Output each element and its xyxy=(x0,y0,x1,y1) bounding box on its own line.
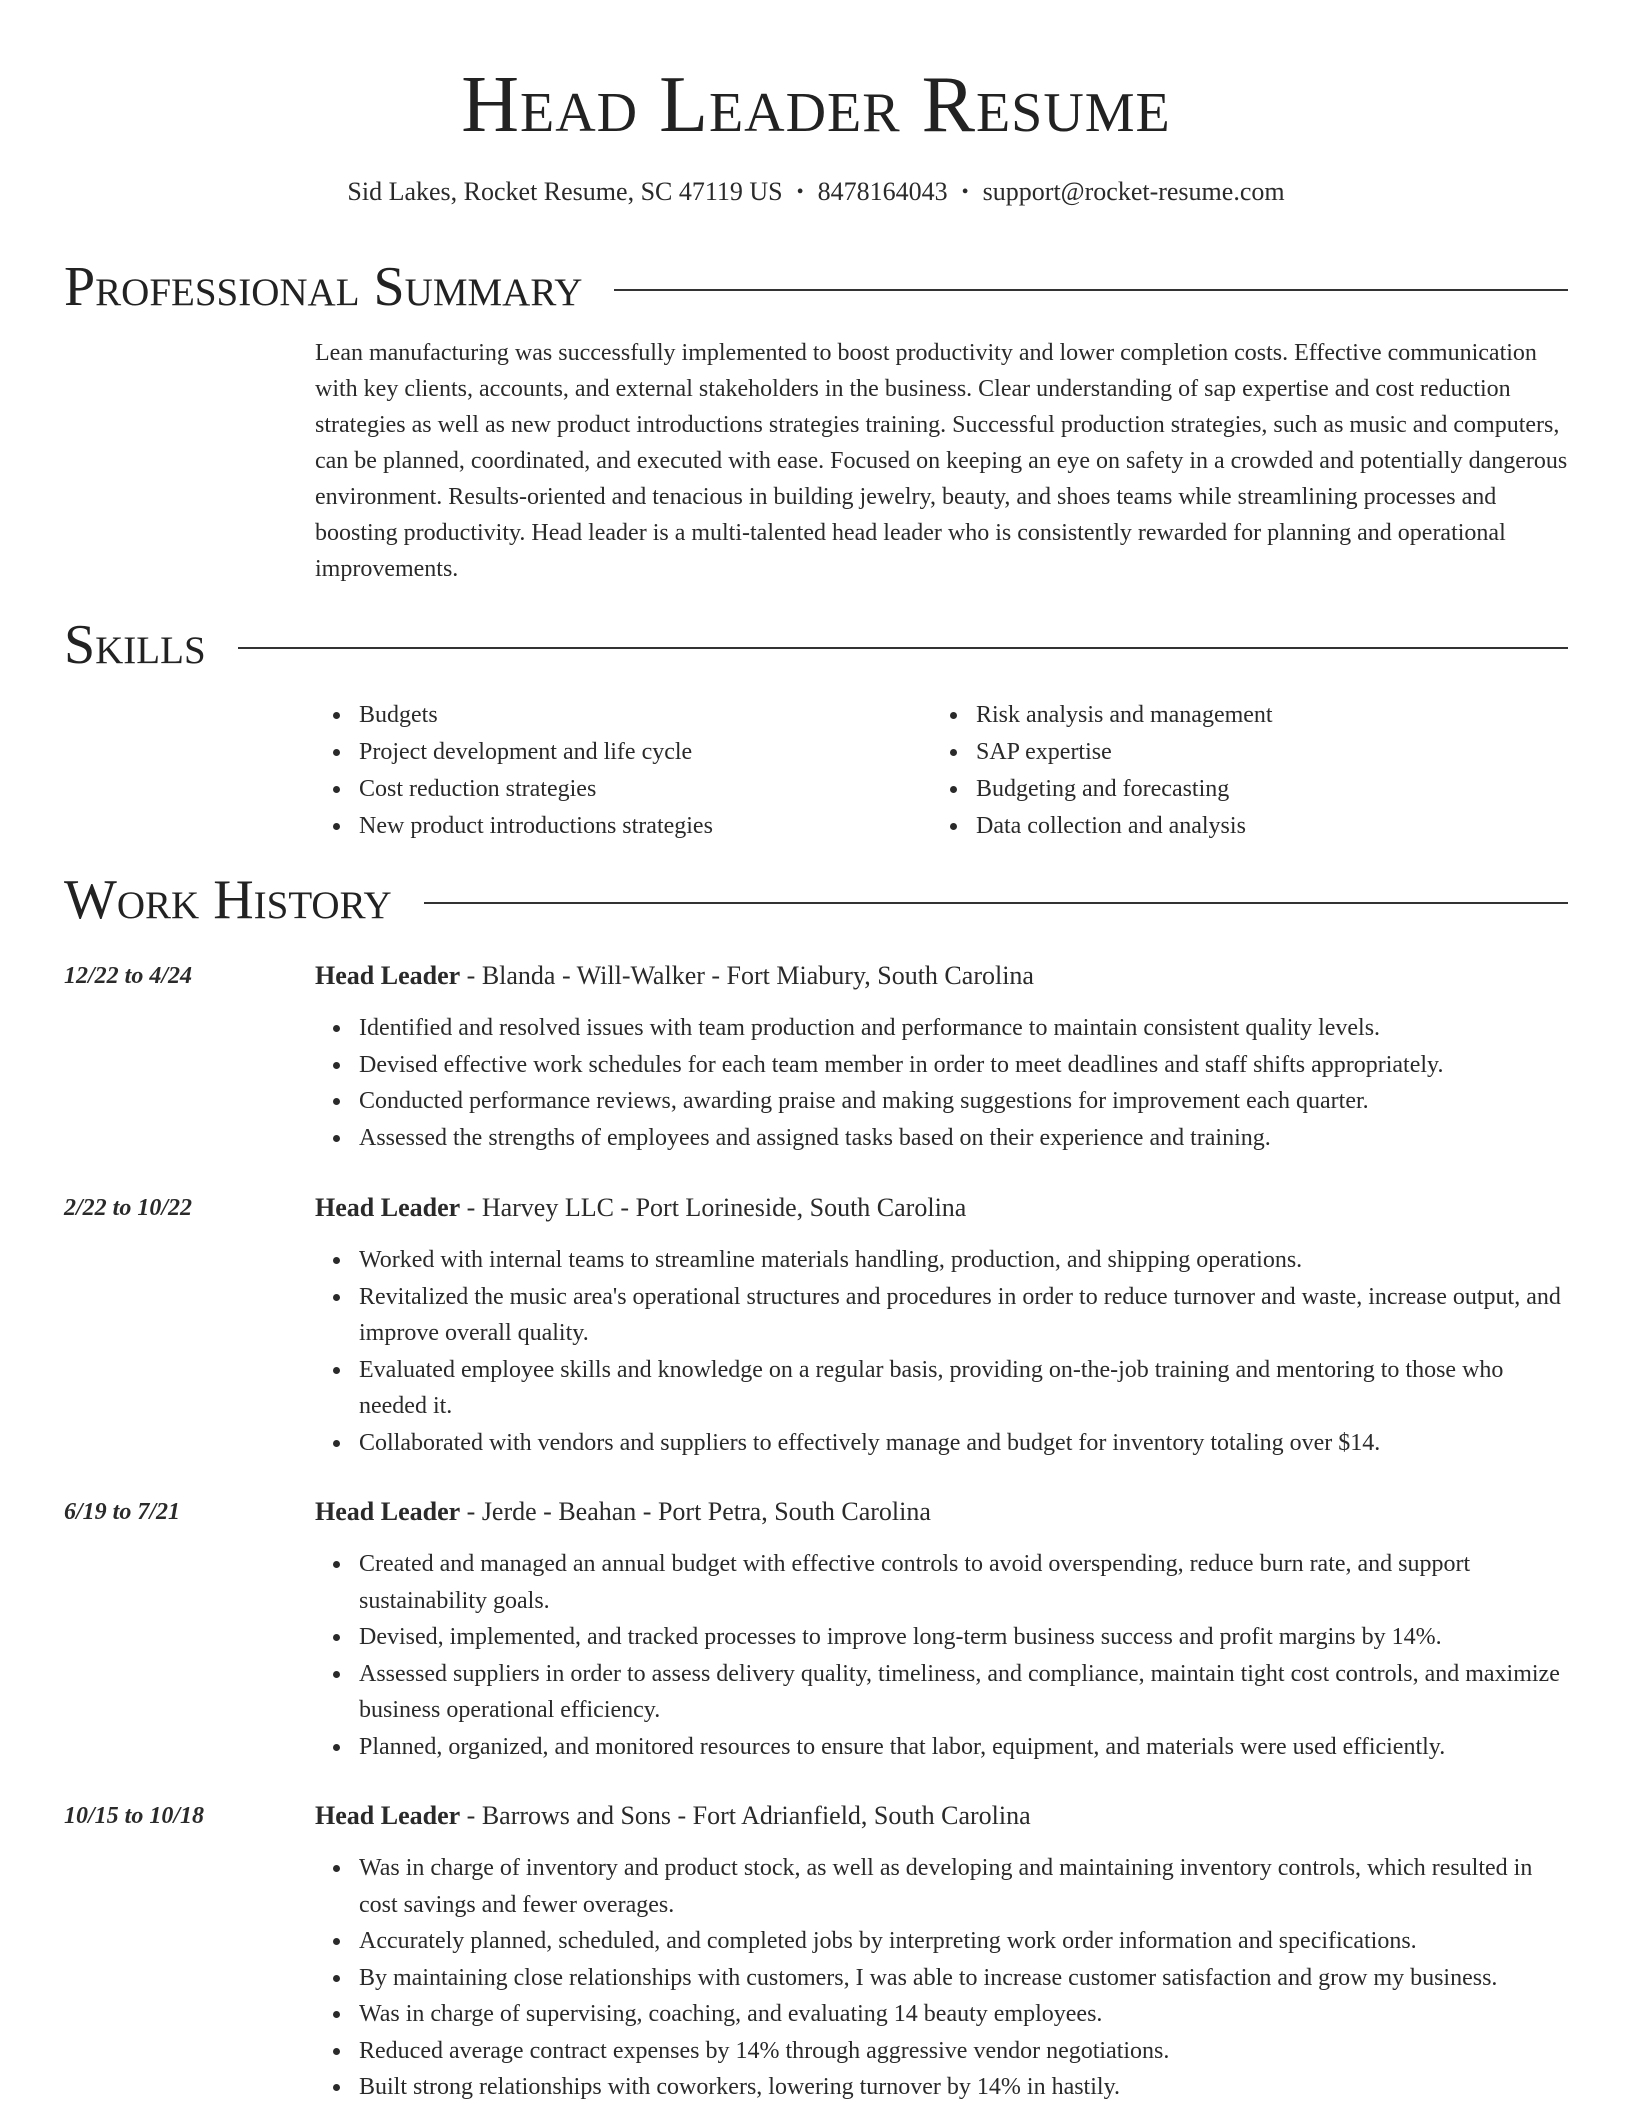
contact-separator: • xyxy=(961,181,969,203)
job-dates: 6/19 to 7/21 xyxy=(64,1499,181,1525)
job-bullet: Accurately planned, scheduled, and completed jobs by interpreting work order information and specifications. xyxy=(315,1923,1568,1960)
job-bullet: Devised, implemented, and tracked processes to improve long-term business success and profit margins by 14%. xyxy=(315,1619,1568,1656)
job-bullet: Conducted performance reviews, awarding praise and making suggestions for improvement each quarter. xyxy=(315,1083,1568,1120)
section-divider xyxy=(614,289,1568,291)
skill-item: Budgets xyxy=(315,697,932,734)
job-bullet: Devised effective work schedules for each team member in order to meet deadlines and staff shifts appropriately. xyxy=(315,1047,1568,1084)
job-bullet: Revitalized the music area's operational structures and procedures in order to reduce turnover and waste, increase output, and improve overall quality. xyxy=(315,1279,1568,1352)
job-details: - Jerde - Beahan - Port Petra, South Carolina xyxy=(460,1497,931,1526)
job-bullet: Collaborated with vendors and suppliers to effectively manage and budget for inventory totaling over $14. xyxy=(315,1425,1568,1462)
contact-email: support@rocket-resume.com xyxy=(982,177,1285,206)
section-divider xyxy=(424,902,1568,904)
job-bullet: Was in charge of supervising, coaching, and evaluating 14 beauty employees. xyxy=(315,1996,1568,2033)
job-title: Head Leader xyxy=(315,961,461,990)
skill-item: Budgeting and forecasting xyxy=(932,771,1549,808)
contact-address: Sid Lakes, Rocket Resume, SC 47119 US xyxy=(347,177,783,206)
skills-section-header xyxy=(64,613,1568,677)
skill-item: Project development and life cycle xyxy=(315,734,932,771)
job-bullet: Assessed the strengths of employees and assigned tasks based on their experience and training. xyxy=(315,1120,1568,1157)
job-details: - Blanda - Will-Walker - Fort Miabury, South Carolina xyxy=(460,961,1034,990)
job-dates: 2/22 to 10/22 xyxy=(64,1195,193,1221)
job-title: Head Leader xyxy=(315,1193,461,1222)
skill-item: Cost reduction strategies xyxy=(315,771,932,808)
work-section-header xyxy=(64,868,1568,932)
job-details: - Harvey LLC - Port Lorineside, South Carolina xyxy=(460,1193,967,1222)
job-bullets xyxy=(315,1242,1568,1461)
job-bullet: Evaluated employee skills and knowledge on a regular basis, providing on-the-job training and mentoring to those who needed it. xyxy=(315,1352,1568,1425)
skill-item: SAP expertise xyxy=(932,734,1549,771)
resume-title: Head Leader Resume xyxy=(461,61,1171,149)
contact-separator: • xyxy=(796,181,804,203)
job-bullet: Identified and resolved issues with team production and performance to maintain consistent quality levels. xyxy=(315,1010,1568,1047)
contact-phone: 8478164043 xyxy=(817,177,948,206)
skills-column-right xyxy=(932,697,1549,845)
summary-text: Lean manufacturing was successfully implemented to boost productivity and lower completion costs. Effective communication with key clients, accounts, and external stakeholders in the business. Clear understanding of sap expertise and cost reduction strategies as well as new product introductions strategies training. Successful production strategies, such as music and computers, can be planned, coordinated, and executed with ease. Focused on keeping an eye on safety in a crowded and potentially dangerous environment. Results-oriented and tenacious in building jewelry, beauty, and shoes teams while streamlining processes and boosting productivity. Head leader is a multi-talented head leader who is consistently rewarded for planning and operational improvements. xyxy=(315,340,1568,582)
job-heading xyxy=(315,958,1034,994)
summary-section-header xyxy=(64,255,1568,319)
section-divider xyxy=(238,647,1568,649)
job-bullet: By maintaining close relationships with customers, I was able to increase customer satisfaction and grow my business. xyxy=(315,1960,1568,1997)
skill-item: Data collection and analysis xyxy=(932,808,1549,845)
skills-column-left xyxy=(315,697,932,845)
job-bullets xyxy=(315,1850,1568,2106)
job-heading xyxy=(315,1798,1031,1834)
skills-list xyxy=(315,697,1568,845)
job-heading xyxy=(315,1190,966,1226)
job-bullet: Created and managed an annual budget with effective controls to avoid overspending, reduce burn rate, and support sustainability goals. xyxy=(315,1546,1568,1619)
job-bullet: Planned, organized, and monitored resources to ensure that labor, equipment, and materials were used efficiently. xyxy=(315,1729,1568,1766)
job-bullet: Reduced average contract expenses by 14% through aggressive vendor negotiations. xyxy=(315,2033,1568,2070)
job-dates: 12/22 to 4/24 xyxy=(64,963,193,989)
skill-item: New product introductions strategies xyxy=(315,808,932,845)
job-bullets xyxy=(315,1010,1568,1156)
job-bullet: Assessed suppliers in order to assess delivery quality, timeliness, and compliance, maintain tight cost controls, and maximize business operational efficiency. xyxy=(315,1656,1568,1729)
skill-item: Risk analysis and management xyxy=(932,697,1549,734)
summary-heading: Professional Summary xyxy=(64,256,583,318)
job-bullet: Was in charge of inventory and product stock, as well as developing and maintaining inventory controls, which resulted in cost savings and fewer overages. xyxy=(315,1850,1568,1923)
skills-heading: Skills xyxy=(64,614,206,676)
job-details: - Barrows and Sons - Fort Adrianfield, South Carolina xyxy=(460,1801,1031,1830)
job-heading xyxy=(315,1494,931,1530)
job-dates: 10/15 to 10/18 xyxy=(64,1803,205,1829)
job-title: Head Leader xyxy=(315,1801,461,1830)
job-bullets xyxy=(315,1546,1568,1765)
job-bullet: Worked with internal teams to streamline materials handling, production, and shipping operations. xyxy=(315,1242,1568,1279)
contact-line xyxy=(64,176,1568,210)
job-title: Head Leader xyxy=(315,1497,461,1526)
job-bullet: Built strong relationships with coworkers, lowering turnover by 14% in hastily. xyxy=(315,2069,1568,2106)
work-heading: Work History xyxy=(64,869,392,931)
